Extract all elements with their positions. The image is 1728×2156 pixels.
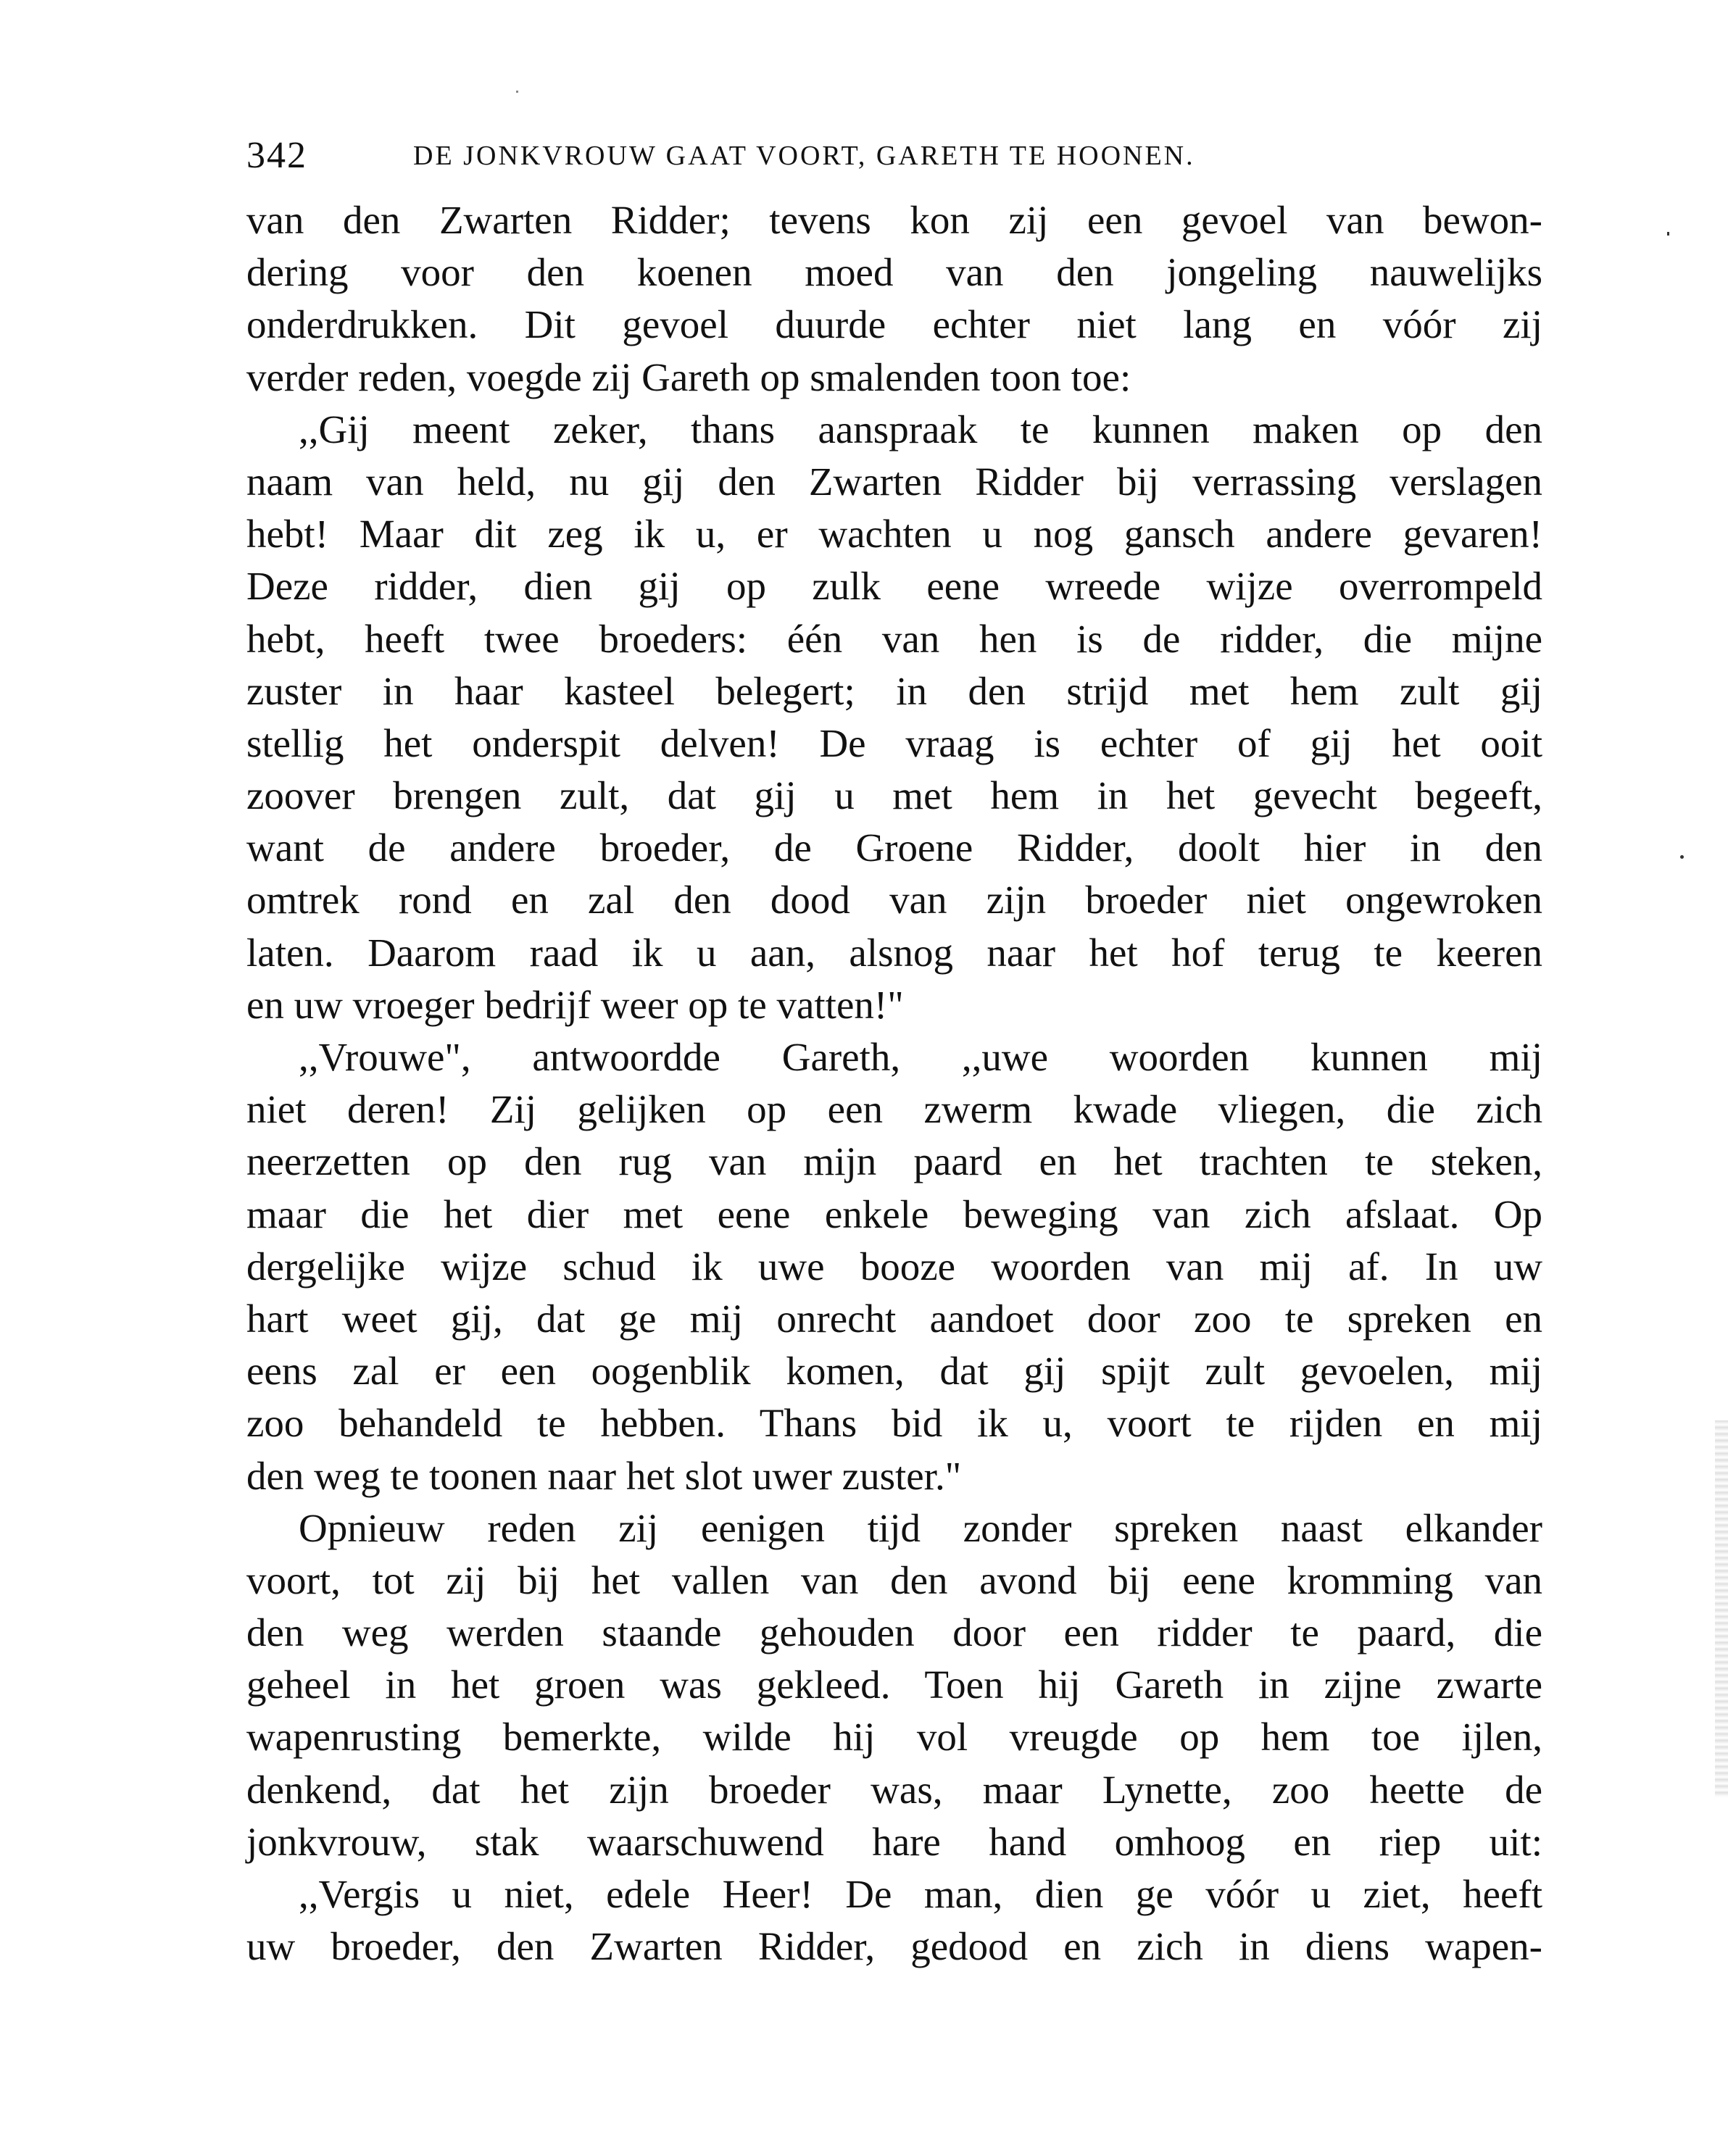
scan-edge-marks — [1715, 1420, 1728, 1797]
text-line: stellig het onderspit delven! De vraag is echter of gij het ooit — [246, 720, 1542, 765]
running-head: DE JONKVROUW GAAT VOORT, GARETH TE HOONEN. — [413, 141, 1195, 171]
text-line: ,,Gij meent zeker, thans aanspraak te kunnen maken op den — [299, 407, 1542, 451]
text-line: omtrek rond en zal den dood van zijn broeder niet ongewroken — [246, 878, 1542, 923]
text-line: neerzetten op den rug van mijn paard en het trachten te steken, — [246, 1139, 1542, 1184]
text-line: en uw vroeger bedrijf weer op te vatten!" — [246, 982, 904, 1027]
text-line: van den Zwarten Ridder; tevens kon zij een gevoel van bewon- — [246, 198, 1542, 242]
text-line: Deze ridder, dien gij op zulk eene wreede wijze overrompeld — [246, 564, 1542, 609]
text-line: maar die het dier met eene enkele beweging van zich afslaat. Op — [246, 1191, 1542, 1236]
text-line: den weg werden staande gehouden door een ridder te paard, die — [246, 1610, 1542, 1655]
scan-speck — [1667, 232, 1669, 236]
text-line: dering voor den koenen moed van den jongeling nauwelijks — [246, 250, 1542, 295]
text-line: hart weet gij, dat ge mij onrecht aandoet door zoo te spreken en — [246, 1296, 1542, 1341]
text-line: voort, tot zij bij het vallen van den avond bij eene kromming van — [246, 1557, 1542, 1602]
scan-speck — [1680, 855, 1684, 859]
body-text — [246, 194, 1542, 1973]
text-line: zuster in haar kasteel belegert; in den strijd met hem zult gij — [246, 668, 1542, 713]
text-line: ,,Vergis u niet, edele Heer! De man, dien ge vóór u ziet, heeft — [299, 1872, 1542, 1916]
text-line: eens zal er een oogenblik komen, dat gij spijt zult gevoelen, mij — [246, 1349, 1542, 1394]
text-line: niet deren! Zij gelijken op een zwerm kwade vliegen, die zich — [246, 1087, 1542, 1132]
text-line: geheel in het groen was gekleed. Toen hij Gareth in zijne zwarte — [246, 1662, 1542, 1707]
text-line: laten. Daarom raad ik u aan, alsnog naar het hof terug te keeren — [246, 930, 1542, 975]
text-line: uw broeder, den Zwarten Ridder, gedood en zich in diens wapen- — [246, 1924, 1542, 1969]
text-line: verder reden, voegde zij Gareth op smalenden toon toe: — [246, 354, 1131, 399]
text-line: dergelijke wijze schud ik uwe booze woorden van mij af. In uw — [246, 1244, 1542, 1289]
page-header — [246, 134, 1377, 185]
text-line: den weg te toonen naar het slot uwer zuster." — [246, 1453, 962, 1498]
text-line: onderdrukken. Dit gevoel duurde echter niet lang en vóór zij — [246, 302, 1542, 347]
text-line: naam van held, nu gij den Zwarten Ridder bij verrassing verslagen — [246, 459, 1542, 504]
text-line: wapenrusting bemerkte, wilde hij vol vreugde op hem toe ijlen, — [246, 1715, 1542, 1760]
scan-speck — [516, 91, 518, 93]
text-line: want de andere broeder, de Groene Ridder, doolt hier in den — [246, 825, 1542, 870]
text-line: Opnieuw reden zij eenigen tijd zonder spreken naast elkander — [299, 1505, 1542, 1550]
text-line: hebt! Maar dit zeg ik u, er wachten u nog gansch andere gevaren! — [246, 512, 1542, 557]
text-line: jonkvrouw, stak waarschuwend hare hand omhoog en riep uit: — [246, 1819, 1542, 1864]
text-line: zoo behandeld te hebben. Thans bid ik u, voort te rijden en mij — [246, 1401, 1542, 1446]
text-line: ,,Vrouwe", antwoordde Gareth, ,,uwe woorden kunnen mij — [299, 1035, 1542, 1079]
page-number: 342 — [246, 135, 307, 176]
text-line: zoover brengen zult, dat gij u met hem in het gevecht begeeft, — [246, 773, 1542, 818]
text-line: hebt, heeft twee broeders: één van hen is de ridder, die mijne — [246, 616, 1542, 661]
text-line: denkend, dat het zijn broeder was, maar Lynette, zoo heette de — [246, 1767, 1542, 1812]
